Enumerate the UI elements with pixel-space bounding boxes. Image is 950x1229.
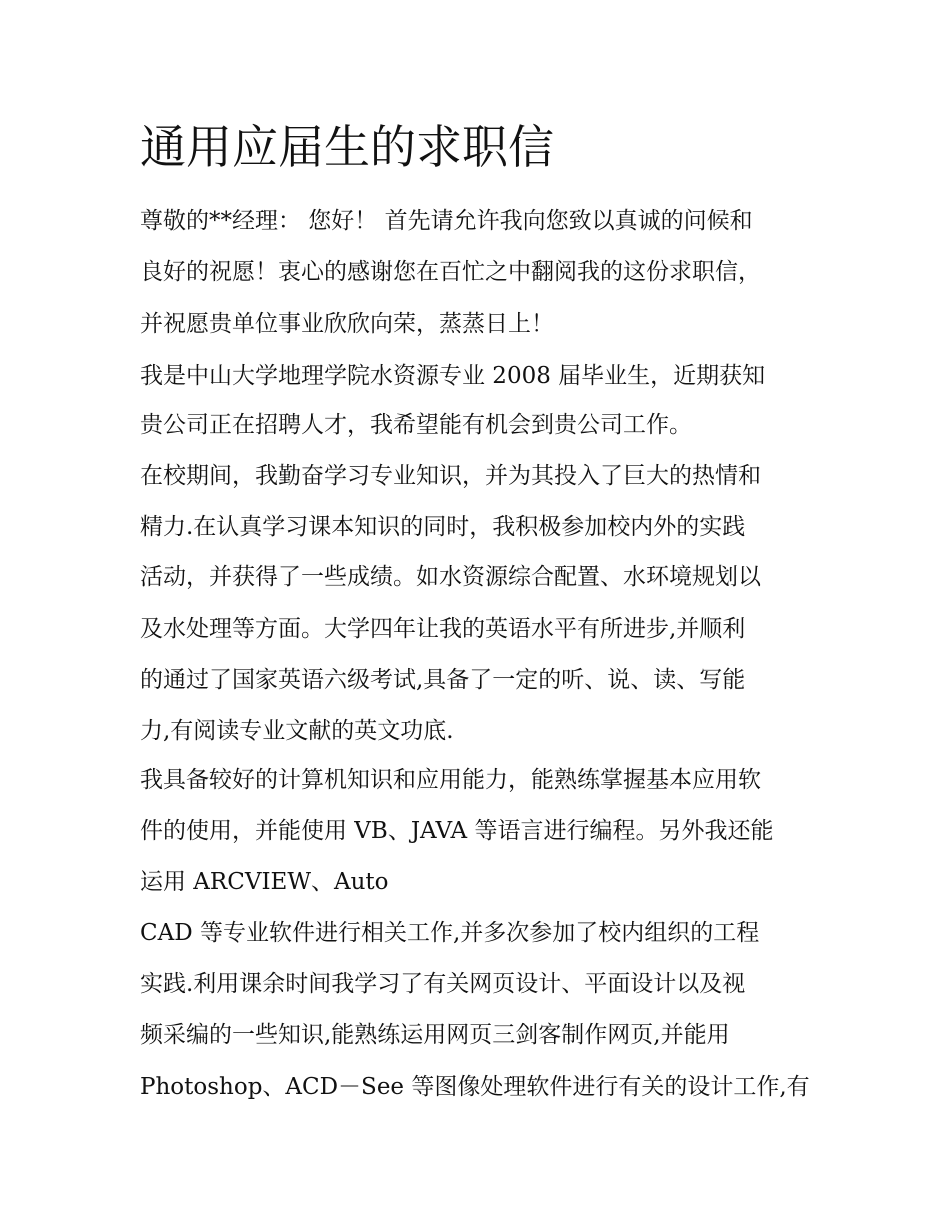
text-line: CAD 等专业软件进行相关工作,并多次参加了校内组织的工程 bbox=[140, 920, 760, 946]
text-line: 尊敬的**经理： 您好！ 首先请允许我向您致以真诚的问候和 bbox=[140, 208, 753, 234]
text-line: 频采编的一些知识,能熟练运用网页三剑客制作网页,并能用 bbox=[140, 1022, 730, 1048]
text-line: 精力.在认真学习课本知识的同时，我积极参加校内外的实践 bbox=[140, 514, 746, 540]
text-line: 并祝愿贵单位事业欣欣向荣，蒸蒸日上！ bbox=[140, 311, 554, 337]
text-line: 活动，并获得了一些成绩。如水资源综合配置、水环境规划以 bbox=[140, 564, 761, 590]
page-title: 通用应届生的求职信 bbox=[140, 120, 554, 174]
text-line: 力,有阅读专业文献的英文功底. bbox=[140, 718, 454, 744]
text-line: 我具备较好的计算机知识和应用能力，能熟练掌握基本应用软 bbox=[140, 767, 761, 793]
text-line: Photoshop、ACD－See 等图像处理软件进行有关的设计工作,有 bbox=[140, 1074, 810, 1100]
text-line: 运用 ARCVIEW、Auto bbox=[140, 869, 389, 895]
text-line: 的通过了国家英语六级考试,具备了一定的听、说、读、写能 bbox=[140, 667, 746, 693]
text-line: 良好的祝愿！衷心的感谢您在百忙之中翻阅我的这份求职信， bbox=[140, 259, 761, 285]
text-line: 实践.利用课余时间我学习了有关网页设计、平面设计以及视 bbox=[140, 971, 746, 997]
text-line: 在校期间，我勤奋学习专业知识，并为其投入了巨大的热情和 bbox=[140, 463, 761, 489]
text-line: 及水处理等方面。大学四年让我的英语水平有所进步,并顺利 bbox=[140, 616, 746, 642]
text-line: 我是中山大学地理学院水资源专业 2008 届毕业生，近期获知 bbox=[140, 363, 766, 389]
text-line: 件的使用，并能使用 VB、JAVA 等语言进行编程。另外我还能 bbox=[140, 818, 774, 844]
text-line: 贵公司正在招聘人才，我希望能有机会到贵公司工作。 bbox=[140, 412, 692, 438]
